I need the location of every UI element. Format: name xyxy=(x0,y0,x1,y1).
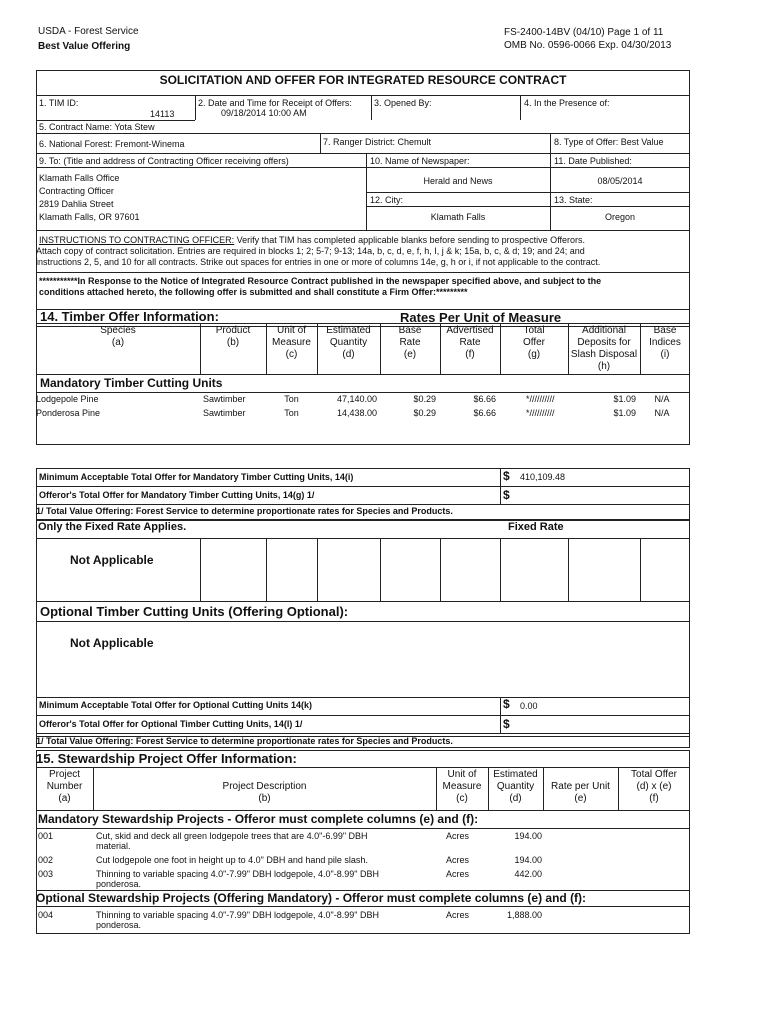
timber-col-header: Product (b) xyxy=(215,325,251,348)
project-number: 001 xyxy=(38,831,54,841)
stewardship-heading: 15. Stewardship Project Offer Information: xyxy=(36,751,297,766)
dollar-sign: $ xyxy=(503,488,510,502)
state-value: Oregon xyxy=(604,212,636,222)
timber-base-rate: $0.29 xyxy=(413,408,436,418)
dollar-sign: $ xyxy=(503,697,510,711)
project-unit: Acres xyxy=(446,831,470,841)
tim-id-label: 1. TIM ID: xyxy=(39,98,79,108)
dollar-sign: $ xyxy=(503,717,510,731)
project-unit: Acres xyxy=(446,855,470,865)
timber-base-rate: $0.29 xyxy=(413,394,436,404)
ranger-district: 7. Ranger District: Chemult xyxy=(323,137,432,147)
not-applicable-optional: Not Applicable xyxy=(70,636,154,650)
timber-total-offer: *////////// xyxy=(526,394,555,404)
project-quantity: 194.00 xyxy=(514,855,542,865)
project-number: 004 xyxy=(38,910,54,920)
timber-quantity: 47,140.00 xyxy=(336,394,377,404)
project-unit: Acres xyxy=(446,910,470,920)
offeror-optional-label: Offeror's Total Offer for Optional Timber Cutting Units, 14(l) 1/ xyxy=(39,719,303,729)
min-optional-label: Minimum Acceptable Total Offer for Optional Cutting Units 14(k) xyxy=(39,700,313,710)
mandatory-timber-heading: Mandatory Timber Cutting Units xyxy=(40,376,223,390)
instructions xyxy=(36,235,689,268)
offer-type: 8. Type of Offer: Best Value xyxy=(554,137,664,147)
timber-col-header: Additional Deposits for Slash Disposal (h) xyxy=(570,325,638,372)
timber-col-header: Base Indices (i) xyxy=(649,325,681,360)
response-statement xyxy=(39,276,601,298)
project-description: Cut lodgepole one foot in height up to 4.0" DBH and hand pile slash. xyxy=(96,855,368,865)
offering-type: Best Value Offering xyxy=(38,41,131,52)
col-quantity-header: Estimated Quantity (d) xyxy=(493,769,538,804)
timber-slash-deposit: $1.09 xyxy=(613,394,636,404)
col-total-header: Total Offer (d) x (e) (f) xyxy=(631,769,677,804)
tim-id-value: 14113 xyxy=(150,109,175,119)
project-unit: Acres xyxy=(446,869,470,879)
timber-col-header: Unit of Measure (c) xyxy=(272,325,311,360)
timber-advertised-rate: $6.66 xyxy=(473,408,496,418)
timber-col-header: Total Offer (g) xyxy=(522,325,546,360)
project-quantity: 442.00 xyxy=(514,869,542,879)
col-description-header: Project Description (b) xyxy=(222,781,307,804)
offeror-mandatory-label: Offeror's Total Offer for Mandatory Timber Cutting Units, 14(g) 1/ xyxy=(39,490,315,500)
instructions-line: instructions 2, 5, and 10 for all contracts. Strike out spaces for entries in one or more of columns 14e, g, h or i, if not applicable to the contract. xyxy=(36,257,601,267)
project-description: Thinning to variable spacing 4.0"-7.99" DBH lodgepole, 4.0"-8.99" DBH ponderosa. xyxy=(96,869,379,889)
col-project-header: Project Number (a) xyxy=(46,769,83,804)
receipt-label: 2. Date and Time for Receipt of Offers: xyxy=(198,98,352,108)
response-line: ***********In Response to the Notice of Integrated Resource Contract published in the newspaper specified above, and subject to the xyxy=(39,276,602,286)
col-rate-header: Rate per Unit (e) xyxy=(551,781,610,804)
presence-label: 4. In the Presence of: xyxy=(524,98,610,108)
project-number: 003 xyxy=(38,869,54,879)
project-quantity: 194.00 xyxy=(514,831,542,841)
project-description: Cut, skid and deck all green lodgepole trees that are 4.0"-6.99" DBH material. xyxy=(96,831,368,851)
address-line: 2819 Dahlia Street xyxy=(39,199,114,209)
rates-heading: Rates Per Unit of Measure xyxy=(400,310,562,325)
min-mandatory-label: Minimum Acceptable Total Offer for Mandatory Timber Cutting Units, 14(i) xyxy=(39,472,354,482)
timber-base-indices: N/A xyxy=(654,394,670,404)
timber-base-indices: N/A xyxy=(654,408,670,418)
col-unit-header: Unit of Measure (c) xyxy=(442,769,482,804)
address-block xyxy=(39,172,140,224)
mandatory-footnote: 1/ Total Value Offering: Forest Service to determine proportionate rates for Species and Products. xyxy=(36,506,453,516)
optional-timber-heading: Optional Timber Cutting Units (Offering Optional): xyxy=(40,604,349,619)
min-mandatory-value: 410,109.48 xyxy=(520,472,566,482)
timber-unit: Ton xyxy=(284,408,299,418)
project-quantity: 1,888.00 xyxy=(506,910,542,920)
optional-stewardship-heading: Optional Stewardship Projects (Offering Mandatory) - Offeror must complete columns (e) and (f): xyxy=(36,891,587,905)
timber-species: Lodgepole Pine xyxy=(36,394,99,404)
national-forest: 6. National Forest: Fremont-Winema xyxy=(39,139,185,149)
not-applicable-fixed: Not Applicable xyxy=(70,553,154,567)
state-label: 13. State: xyxy=(554,195,593,205)
address-line: Contracting Officer xyxy=(39,186,114,196)
instructions-line: Verify that TIM has completed applicable blanks before sending to prospective Offerors. xyxy=(234,235,586,245)
date-published-value: 08/05/2014 xyxy=(597,176,643,186)
contract-name: 5. Contract Name: Yota Stew xyxy=(39,122,155,132)
timber-total-offer: *////////// xyxy=(526,408,555,418)
timber-species: Ponderosa Pine xyxy=(36,408,101,418)
timber-unit: Ton xyxy=(284,394,299,404)
receipt-value: 09/18/2014 10:00 AM xyxy=(221,108,307,118)
timber-col-header: Base Rate (e) xyxy=(398,325,422,360)
instructions-line: Attach copy of contract solicitation. Entries are required in blocks 1; 2; 5-7; 9-13; 14a, b, c, d, e, f, h, I, j & k; 15a, b, c, & d; 19; and 24; and xyxy=(36,246,585,256)
timber-slash-deposit: $1.09 xyxy=(613,408,636,418)
address-line: Klamath Falls Office xyxy=(39,173,120,183)
city-value: Klamath Falls xyxy=(430,212,486,222)
optional-footnote: 1/ Total Value Offering: Forest Service to determine proportionate rates for Species and Products. xyxy=(36,736,453,746)
city-label: 12. City: xyxy=(370,195,404,205)
mandatory-stewardship-heading: Mandatory Stewardship Projects - Offeror must complete columns (e) and (f): xyxy=(38,812,479,826)
date-published-label: 11. Date Published: xyxy=(554,156,632,166)
omb-number: OMB No. 0596-0066 Exp. 04/30/2013 xyxy=(504,40,672,51)
project-number: 002 xyxy=(38,855,54,865)
to-label: 9. To: (Title and address of Contracting Officer receiving offers) xyxy=(39,156,289,166)
form-title: SOLICITATION AND OFFER FOR INTEGRATED RESOURCE CONTRACT xyxy=(159,73,567,87)
timber-col-header: Advertised Rate (f) xyxy=(446,325,494,360)
timber-product: Sawtimber xyxy=(203,408,246,418)
timber-heading: 14. Timber Offer Information: xyxy=(40,309,219,324)
opened-by-label: 3. Opened By: xyxy=(374,98,432,108)
project-description: Thinning to variable spacing 4.0"-7.99" DBH lodgepole, 4.0"-8.99" DBH ponderosa. xyxy=(96,910,379,930)
dollar-sign: $ xyxy=(503,469,510,483)
timber-quantity: 14,438.00 xyxy=(336,408,377,418)
timber-col-header: Species (a) xyxy=(100,325,136,348)
timber-advertised-rate: $6.66 xyxy=(473,394,496,404)
fixed-rate-header: Fixed Rate xyxy=(508,521,564,533)
fixed-rate-label: Only the Fixed Rate Applies. xyxy=(38,521,187,533)
instructions-label: INSTRUCTIONS TO CONTRACTING OFFICER: xyxy=(39,235,235,245)
newspaper-value: Herald and News xyxy=(423,176,493,186)
agency-name: USDA - Forest Service xyxy=(38,26,139,37)
form-number: FS-2400-14BV (04/10) Page 1 of 11 xyxy=(504,27,664,38)
timber-product: Sawtimber xyxy=(203,394,246,404)
min-optional-value: 0.00 xyxy=(520,701,538,711)
address-line: Klamath Falls, OR 97601 xyxy=(39,212,140,222)
response-line: conditions attached hereto, the following offer is submitted and shall constitute a Firm Offer:********* xyxy=(39,287,468,297)
newspaper-label: 10. Name of Newspaper: xyxy=(370,156,470,166)
timber-col-header: Estimated Quantity (d) xyxy=(326,325,371,360)
